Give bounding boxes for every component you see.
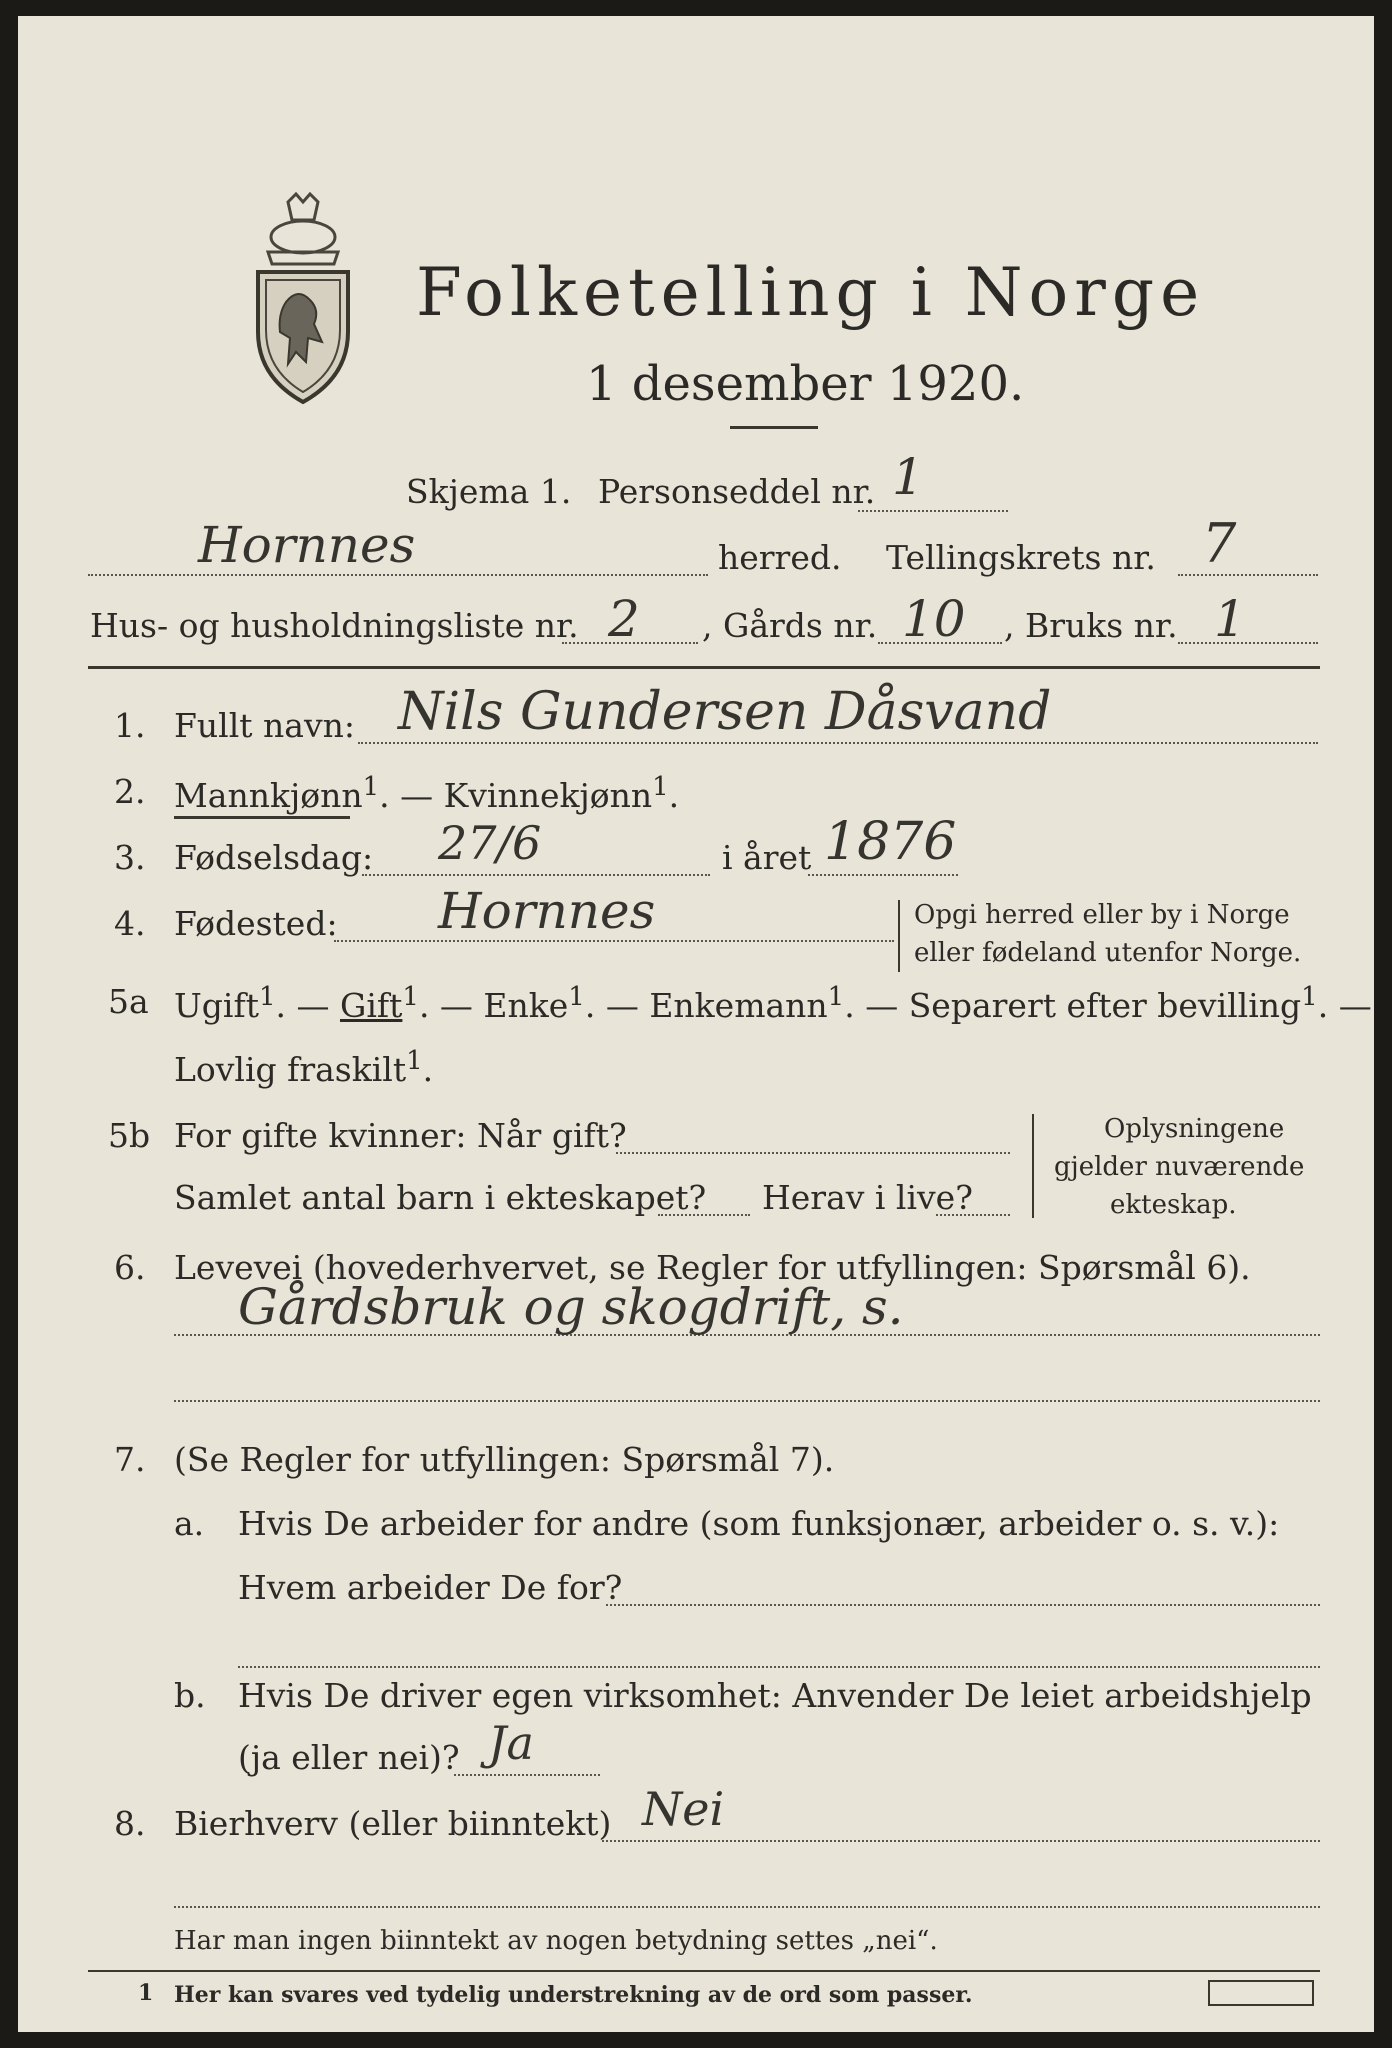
q3-year-line [808, 874, 958, 876]
herred-value[interactable]: Hornnes [198, 516, 416, 574]
side-income-value[interactable]: Nei [642, 1782, 725, 1836]
q4-bracket [898, 900, 906, 972]
q5a-options: Ugift$^1$. — Gift$^1$. — Enke$^1$. — Enkemann$^1$. — Separert efter bevilling$^1$. — [174, 982, 1372, 1025]
q8-label: Bierhverv (eller biinntekt) [174, 1804, 612, 1843]
q4-note-line2: eller fødeland utenfor Norge. [914, 938, 1302, 968]
gift-option[interactable]: Gift [340, 986, 403, 1025]
q4-label: Fødested: [174, 904, 338, 943]
q8-number: 8. [114, 1804, 146, 1843]
person-label: Personseddel nr. [598, 472, 876, 511]
footnote-text: Her kan svares ved tydelig understrekning av de ord som passer. [174, 1982, 973, 2008]
q7b-line [454, 1774, 600, 1776]
form-title: Folketelling i Norge [416, 254, 1206, 331]
q5b-label1: For gifte kvinner: Når gift? [174, 1116, 627, 1155]
header-rule [88, 666, 1320, 669]
q5b-note1: Oplysningene [1104, 1114, 1285, 1144]
gards-nr-value[interactable]: 10 [902, 590, 966, 648]
q3-number: 3. [114, 838, 146, 877]
full-name-value[interactable]: Nils Gundersen Dåsvand [398, 682, 1052, 742]
q5b-number: 5b [108, 1116, 151, 1155]
footnote-sup: 1 [1301, 982, 1318, 1012]
q5a-number: 5a [108, 982, 149, 1021]
q5a-options-line2: Lovlig fraskilt$^1$. [174, 1046, 434, 1089]
q6-number: 6. [114, 1248, 146, 1287]
q7a-line1 [606, 1604, 1320, 1606]
hus-nr-value[interactable]: 2 [608, 590, 640, 648]
footnote-sup: 1 [827, 982, 845, 1012]
birth-year-value[interactable]: 1876 [824, 812, 957, 872]
ugift-option[interactable]: Ugift [174, 986, 259, 1025]
q2-number: 2. [114, 772, 146, 811]
fraskilt-option[interactable]: Lovlig fraskilt [174, 1050, 407, 1089]
q4-number: 4. [114, 904, 146, 943]
hired-help-value[interactable]: Ja [488, 1716, 534, 1770]
bruks-nr-value[interactable]: 1 [1214, 590, 1246, 648]
enke-option[interactable]: Enke [483, 986, 569, 1025]
q4-note-line1: Opgi herred eller by i Norge [914, 900, 1290, 930]
footer-rule [88, 1970, 1320, 1972]
q5b-alive-line [936, 1214, 1010, 1216]
male-underline [174, 816, 350, 819]
herred-label: herred. [718, 538, 842, 577]
birthday-value[interactable]: 27/6 [438, 816, 542, 870]
q6-line2 [174, 1400, 1320, 1402]
q5b-married-line [616, 1152, 1010, 1154]
q5b-label2: Samlet antal barn i ekteskapet? [174, 1178, 707, 1217]
person-nr-line [858, 510, 1008, 512]
enkemann-option[interactable]: Enkemann [649, 986, 828, 1025]
q3-label: Fødselsdag: [174, 838, 374, 877]
q8-line2 [174, 1906, 1320, 1908]
form-date: 1 desember 1920. [586, 356, 1025, 412]
q5b-note2: gjelder nuværende [1054, 1152, 1305, 1182]
person-nr-value[interactable]: 1 [892, 448, 924, 506]
q1-label: Fullt navn: [174, 706, 355, 745]
q8-line1 [602, 1840, 1320, 1842]
q5b-note3: ekteskap. [1110, 1190, 1237, 1220]
footnote-sup: 1 [258, 982, 276, 1012]
occupation-value[interactable]: Gårdsbruk og skogdrift, s. [238, 1278, 904, 1336]
gards-label: , Gårds nr. [702, 606, 878, 645]
hus-label: Hus- og husholdningsliste nr. [90, 606, 579, 645]
footnote-sup: 1 [568, 982, 585, 1012]
bruks-label: , Bruks nr. [1004, 606, 1178, 645]
q2-options[interactable] [174, 772, 679, 815]
krets-label: Tellingskrets nr. [886, 538, 1156, 577]
q7-number: 7. [114, 1440, 146, 1479]
q6-label: Levevei (hovederhvervet, se Regler for utfyllingen: Spørsmål 6). [174, 1248, 1251, 1287]
footnote-mark: 1 [138, 1980, 154, 2006]
schema-label: Skjema 1. [406, 472, 572, 511]
census-form [18, 16, 1374, 2032]
footnote-sup: 1 [406, 1046, 423, 1076]
title-divider [730, 426, 818, 429]
q2-separator: . — [379, 776, 444, 815]
male-option[interactable]: Mannkjønn [174, 776, 363, 815]
q1-number: 1. [114, 706, 146, 745]
q5b-children-line [658, 1214, 750, 1216]
q7b-text: Hvis De driver egen virksomhet: Anvender De leiet arbeidshjelp [238, 1676, 1312, 1715]
q7a-letter: a. [174, 1504, 205, 1543]
q7a-text: Hvis De arbeider for andre (som funksjonær, arbeider o. s. v.): [238, 1504, 1280, 1543]
q5b-bracket [1032, 1114, 1040, 1218]
q3-year-label: i året [722, 838, 812, 877]
footnote-sup: 1 [402, 982, 419, 1012]
footnote-sup: 1 [652, 772, 669, 802]
female-option[interactable]: Kvinnekjønn [443, 776, 653, 815]
birthplace-value[interactable]: Hornnes [438, 882, 656, 940]
coat-of-arms-icon [248, 192, 358, 412]
q7b-text2: (ja eller nei)? [238, 1738, 460, 1777]
footnote-sup: 1 [362, 772, 380, 802]
q4-line [334, 940, 894, 942]
printer-stamp [1208, 1980, 1314, 2006]
footer-note: Har man ingen biinntekt av nogen betydning settes „nei“. [174, 1926, 938, 1956]
separert-option[interactable]: Separert efter bevilling [908, 986, 1302, 1025]
q7b-letter: b. [174, 1676, 206, 1715]
q1-line [358, 742, 1318, 744]
q7a-line2 [238, 1666, 1320, 1668]
bruks-nr-line [1178, 642, 1318, 644]
herred-line [88, 574, 708, 576]
krets-nr-value[interactable]: 7 [1202, 512, 1237, 575]
q7-label: (Se Regler for utfyllingen: Spørsmål 7). [174, 1440, 835, 1479]
krets-nr-line [1178, 574, 1318, 576]
q2-end: . [668, 776, 680, 815]
q5b-label3: Herav i live? [762, 1178, 973, 1217]
q3-line [362, 874, 710, 876]
q7a-text2: Hvem arbeider De for? [238, 1568, 623, 1607]
